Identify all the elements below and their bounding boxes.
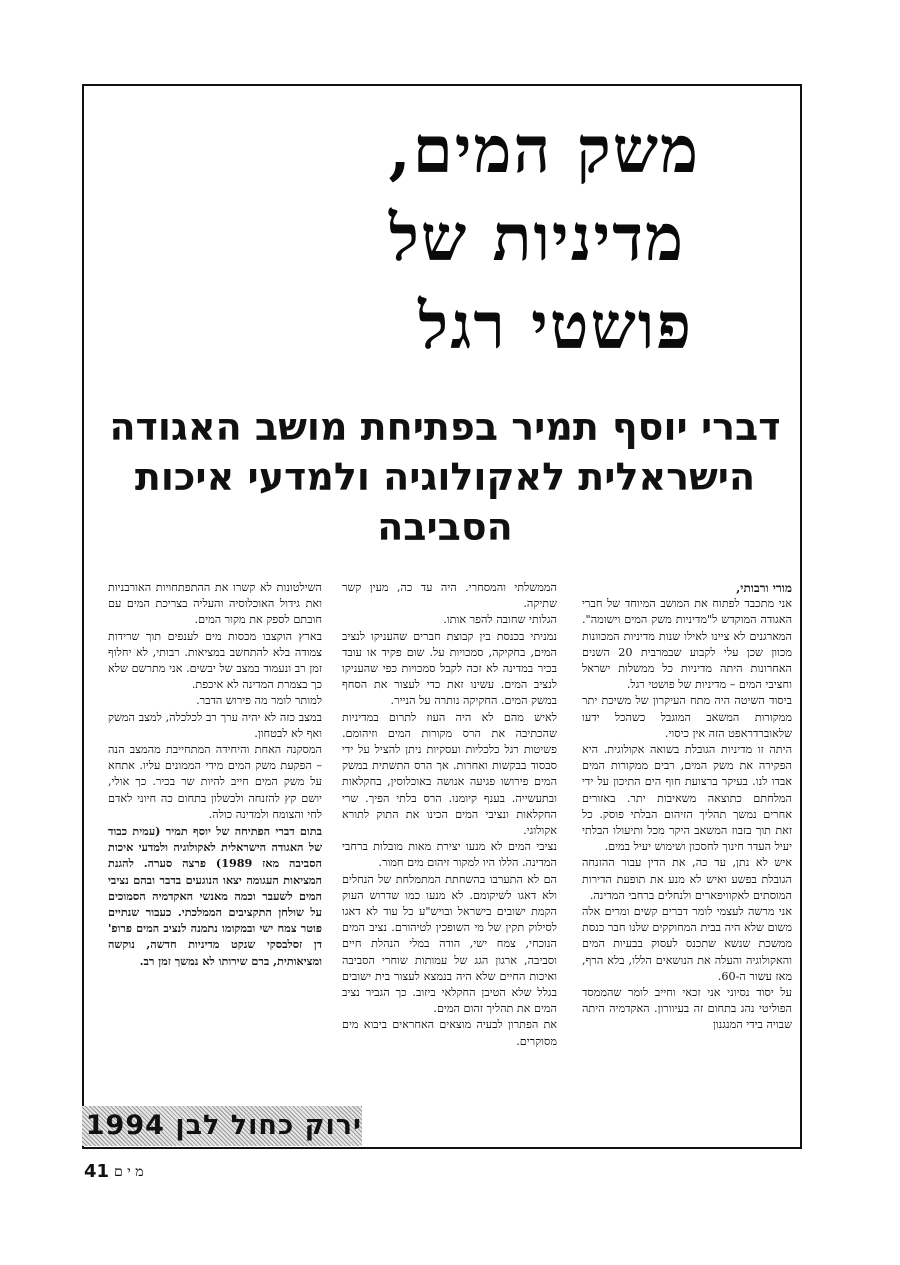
- paragraph: בתום דברי הפתיחה של יוסף תמיר (עמית כבוד של האגודה הישראלית לאקולוגיה ולמדעי איכות הסביבה מאז 1989) פרצה סערה. להגנת המציאות העגומה יצאו הנוגעים בדבר ובהם נציבי המים לשעבר וכמה מאנשי האקדמיה הסמוכים על שולחן התקציבים הממלכתי. כעבור שנתיים פוטר צמח ישי ובמקומו נתמנה לנציב המים פרופ' דן זסלבסקי שנקט מדיניות חדשה, נוקשה ומציאותית, ברם שירותו לא נמשך זמן רב.: [108, 824, 322, 968]
- paragraph: ביסוד השיטה היה מתח העיקרון של משיכת יתר ממקורות המשאב המוגבל כשהכל ידעו שלאוברדראפט הזה אין כיסוי.: [582, 694, 792, 740]
- paragraph: על יסוד נסיוני אני זכאי וחייב לומר שהממסד הפוליטי נהג בתחום זה בעיוורון. האקדמיה היתה שבויה בידי המנגנון: [582, 986, 792, 1032]
- footer-logo: ירוק כחול לבן 1994: [85, 1110, 362, 1141]
- article-subtitle-line-1: דברי יוסף תמיר בפתיחת מושב האגודה: [109, 405, 781, 449]
- paragraph: הגלותי שחובה להפר אותו.: [443, 613, 557, 627]
- paragraph: אני מרשה לעצמי לומר דברים קשים ומרים אלה משום שלא היה בבית המחוקקים שלנו חבר כנסת ממשכת שנשא שתכנס לעסוק בבעיות המים והאקולוגיה והעלה את הנושאים הללו, בלא הרף, מאז עשור ה-60.: [582, 905, 792, 983]
- article-title-line-2: מדיניות של: [388, 201, 685, 276]
- paragraph: במצב כזה לא יהיה ערך רב לכלכלה, למצב המשק ואף לא לבטחון.: [108, 710, 322, 740]
- magazine-name: מ י ם: [114, 1164, 144, 1180]
- article-column-left: [108, 580, 322, 969]
- paragraph: המסקנה האחת והיחידה המתחייבת מהמצב הנה – הפקעת משק המים מידי הממונים עליו. אתחא על משק המים חייב להיות שר בכיר. כך אולי, יושם קץ להזנחה ולכשלון בתחום כה חיוני לאדם לחי והצומח ולמדינה כולה.: [108, 743, 322, 821]
- page-number: 41: [84, 1161, 110, 1182]
- paragraph: איש לא נתן, עד כה, את הדין עבור ההזנחה הגובלת בפשע ואיש לא מנע את תופעת הדירות המוסתים לאקוויפארים ולנחלים ברחבי המדינה.: [582, 856, 792, 902]
- article-title-line-3: פושטי רגל: [418, 289, 693, 364]
- article-title-line-1: משק המים,: [388, 113, 700, 188]
- paragraph: לאיש מהם לא היה העוז לתרום במדיניות שהכתיבה את הרס מקורות המים וזיהומם. פשיטות רגל כלכליות ועסקיות ניתן להציל על ידי סבסוד בבקשות ואחרות. אך הרס התשתית במשק המים פירושו פגיעה אנושה באוכלוסין, בחקלאות ובתעשייה. בענף קיומנו. הרס בלתי הפיך. שרי החקלאות ונציבי המים הכינו את התוק לתורא אקולוגי.: [342, 710, 557, 838]
- paragraph: נציבי המים לא מנעו יצירת מאות מובלות ברחבי המדינה. הללו היו למקור זיהום מים חמור.: [342, 840, 557, 870]
- paragraph: השילטונות לא קשרו את ההתפתחויות האורבניות ואת גידול האוכלוסיה והעליה בצריכת המים עם חובתם לספק את מקור המים.: [108, 581, 322, 627]
- paragraph: את הפתרון לבעיה מוצאים האחראים ביבוא מים מסוקרים.: [342, 1018, 557, 1048]
- paragraph: הם לא התערבו בהשחתת המתמלחת של הנחלים ולא דאגו לשיקומם. לא מנעו כמו שדרוש העוק הקמת ישובים בישראל ובויש"ע כל עוד לא דאגו לסילוק תקין של מי השופכין לטיהורם. נציב המים הנוכחי, צמח ישי, הודה במלי הנהלת חיים וסביבה, ארגון הגג של עמותות שוחרי הסביבה ואיכות החיים שלא היה בנמצא לעצור בית ישובים בגלל שלא הטיבן החקלאי ביזוב. כך הגביר נציב המים את תהליך זהום המים.: [342, 872, 557, 1016]
- article-subtitle-line-3: הסביבה: [377, 505, 513, 549]
- paragraph: היתה זו מדיניות הגובלת בשואה אקולוגית. היא הפקירה את משק המים, רבים ממקורות המים אבדו לנו. בעיקר ברצועת חוף הים התיכון על ידי המלחתם כתוצאה משאיבות יתר. באזורים אחרים נמשך תהליך הזיהום הבלתי פוסק. כל זאת תוך בזבוז המשאב היקר מכל ותיעולו הבלתי יעיל העדר חינוך לחסכון ושימוש יעיל במים.: [582, 743, 792, 854]
- article-subtitle-line-2: הישראלית לאקולוגיה ולמדעי איכות: [134, 455, 756, 499]
- paragraph: נמניתי בכנסת בין קבוצת חברים שהעניקו לנציב המים, בחקיקה, סמכויות על. שום פקיד או עובד בכיר במדינה לא זכה לקבל סמכויות כפי שהעניקו לנציב המים. עשינו זאת כדי לעצור את הסחף במשק המים. החקיקה נותרה על הנייר.: [342, 629, 557, 708]
- paragraph: בארץ הוקצבו מכסות מים לענפים תוך שרידות צמודה בלא להתחשב במציאות. רבותי, לא יחלוף זמן רב ונעמוד במצב של יבשים. אני מתרשם שלא כך בצמרת המדינה לא איכפת.: [108, 629, 322, 692]
- article-column-right: [582, 580, 792, 1034]
- paragraph: למותר לומר מה פירוש הדבר.: [196, 694, 322, 708]
- article-column-middle: [342, 580, 557, 1050]
- paragraph: אני מתכבד לפתוח את המושב המיוחד של חברי האגודה המוקדש ל"מדיניות משק המים וישומה". המארגנים לא ציינו לאילו שנות מדיניות המכוונות מכוון שכן עלי לקבוע שבמרבית 20 השנים האחרונות היתה מדיניות כל ממשלות ישראל וחציבי המים – מדיניות של פושטי רגל.: [582, 597, 792, 692]
- greeting: מורי ורבותי,: [736, 581, 792, 595]
- paragraph: הממשלתי והמסחרי. היה עד כה, מעין קשר שתיקה.: [342, 581, 557, 611]
